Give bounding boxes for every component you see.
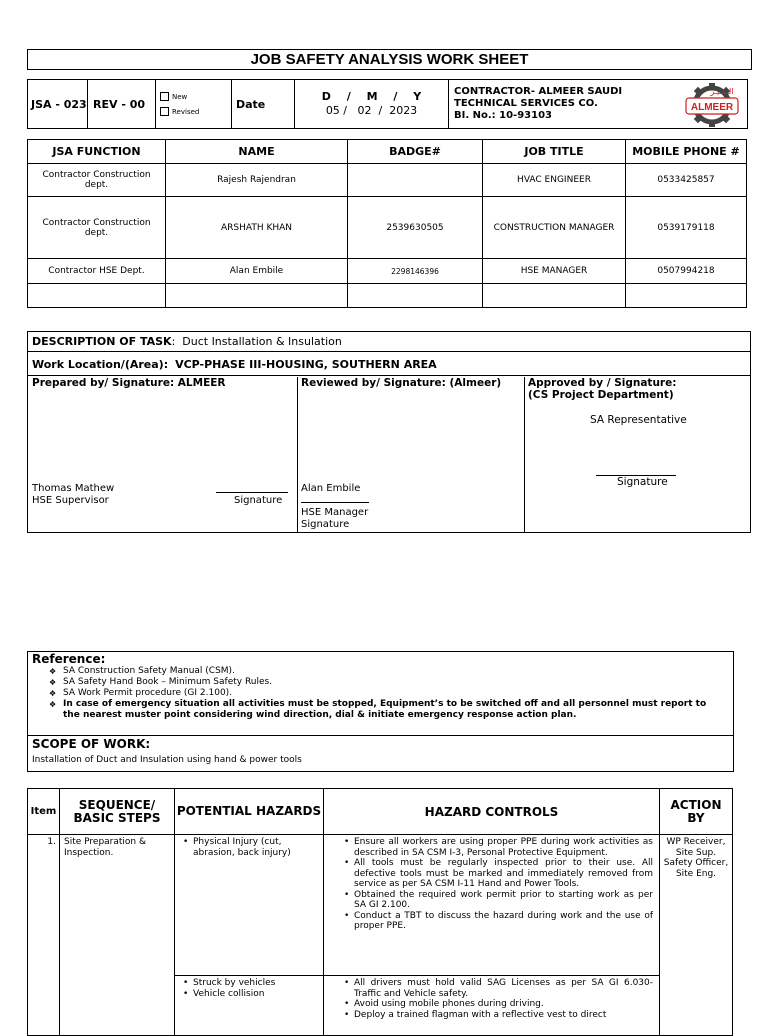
potential-hazards-cell bbox=[175, 835, 324, 976]
prepared-by-title: HSE Supervisor bbox=[32, 495, 109, 506]
reviewed-by-title: HSE Manager bbox=[301, 507, 369, 518]
table-row bbox=[28, 284, 747, 308]
list-item: • All tools must be regularly inspected prior to their use. All defective tools must be marked and immediately removed from service as per SA CSM I-11 Hand and Power Tools. bbox=[342, 858, 653, 890]
almeer-logo bbox=[678, 82, 746, 128]
status-options: New Revised bbox=[156, 80, 232, 129]
revision: REV - 00 bbox=[88, 80, 156, 129]
col-sequence: SEQUENCE/ BASIC STEPS bbox=[60, 789, 175, 835]
table-row bbox=[28, 164, 747, 197]
reference-title: Reference: bbox=[32, 652, 106, 666]
list-item: • Struck by vehicles bbox=[181, 978, 319, 989]
potential-hazards-cell bbox=[175, 976, 324, 1036]
reviewed-by-label: Reviewed by/ Signature: (Almeer) bbox=[301, 377, 502, 389]
table-row bbox=[28, 197, 747, 259]
basic-step: Site Preparation & Inspection. bbox=[60, 835, 175, 1036]
hazard-controls-cell bbox=[324, 835, 660, 976]
hazard-table bbox=[27, 788, 733, 1036]
approved-rep: SA Representative bbox=[590, 414, 687, 426]
list-item: ❖ SA Safety Hand Book – Minimum Safety Rules. bbox=[49, 677, 733, 688]
list-item: • Avoid using mobile phones during driving. bbox=[342, 999, 653, 1010]
cell-badge bbox=[348, 284, 483, 308]
cell-name: ARSHATH KHAN bbox=[166, 197, 348, 259]
reviewed-by-role bbox=[301, 507, 368, 531]
approved-by-label: Approved by / Signature: (CS Project Department) bbox=[528, 377, 677, 401]
cell-job-title bbox=[483, 284, 626, 308]
date-label: Date bbox=[232, 80, 295, 129]
date-value: 05 / 02 / 2023 bbox=[325, 104, 418, 117]
list-item: • Physical Injury (cut, abrasion, back injury) bbox=[181, 837, 319, 858]
list-item: • Ensure all workers are using proper PPE during work activities as described in SA CSM I-3, Personal Protective Equipment. bbox=[342, 837, 653, 858]
cell-job-title: HVAC ENGINEER bbox=[483, 164, 626, 197]
col-action-by: ACTION BY bbox=[660, 789, 733, 835]
list-item: • All drivers must hold valid SAG Licenses as per SA GI 6.030- Traffic and Vehicle safety. bbox=[342, 978, 653, 999]
col-jsa-function: JSA FUNCTION bbox=[28, 140, 166, 164]
revised-checkbox[interactable] bbox=[160, 107, 169, 116]
cell-badge: 2539630505 bbox=[348, 197, 483, 259]
cell-mobile: 0507994218 bbox=[626, 259, 747, 284]
scope-text: Installation of Duct and Insulation using hand & power tools bbox=[32, 755, 302, 765]
jsa-number: JSA - 023 bbox=[28, 80, 88, 129]
list-item: • Deploy a trained flagman with a reflective vest to direct bbox=[342, 1010, 653, 1021]
bi-number: BI. No.: 10-93103 bbox=[454, 110, 552, 121]
task-description-value: Duct Installation & Insulation bbox=[182, 335, 342, 348]
cell-name: Alan Embile bbox=[166, 259, 348, 284]
staff-header-row bbox=[28, 140, 747, 164]
col-mobile: MOBILE PHONE # bbox=[626, 140, 747, 164]
cell-name bbox=[166, 284, 348, 308]
contractor-name: CONTRACTOR- ALMEER SAUDI TECHNICAL SERVICES CO. bbox=[454, 86, 623, 109]
work-location-label: Work Location/(Area): bbox=[32, 358, 169, 371]
hazard-controls-cell bbox=[324, 976, 660, 1036]
task-description-block bbox=[27, 331, 751, 533]
col-potential-hazards: POTENTIAL HAZARDS bbox=[175, 789, 324, 835]
new-checkbox[interactable] bbox=[160, 92, 169, 101]
list-item: ❖ SA Work Permit procedure (GI 2.100). bbox=[49, 688, 733, 699]
list-item: • Conduct a TBT to discuss the hazard during work and the use of proper PPE. bbox=[342, 911, 653, 932]
cell-job-title: CONSTRUCTION MANAGER bbox=[483, 197, 626, 259]
reference-list bbox=[28, 666, 733, 721]
logo-text: ALMEER bbox=[690, 102, 734, 113]
reference-block bbox=[27, 651, 734, 772]
page-title: JOB SAFETY ANALYSIS WORK SHEET bbox=[27, 49, 752, 70]
work-location-value: VCP-PHASE III-HOUSING, SOUTHERN AREA bbox=[175, 358, 437, 371]
table-row bbox=[28, 259, 747, 284]
cell-badge bbox=[348, 164, 483, 197]
item-number: 1. bbox=[28, 835, 60, 1036]
cell-mobile: 0533425857 bbox=[626, 164, 747, 197]
date-cell bbox=[295, 80, 449, 129]
cell-function: Contractor Construction dept. bbox=[28, 197, 166, 259]
cell-name: Rajesh Rajendran bbox=[166, 164, 348, 197]
list-item: • Obtained the required work permit prior to starting work as per SA GI 2.100. bbox=[342, 890, 653, 911]
col-name: NAME bbox=[166, 140, 348, 164]
hazard-header-row bbox=[28, 789, 733, 835]
date-format: D / M / Y bbox=[321, 90, 422, 103]
col-item: Item bbox=[28, 789, 60, 835]
prepared-by-name: Thomas Mathew bbox=[32, 483, 115, 494]
prepared-signature-label: Signature bbox=[234, 495, 283, 506]
task-description-row: DESCRIPTION OF TASK: Duct Installation & Insulation bbox=[28, 332, 750, 352]
header-table bbox=[27, 79, 748, 129]
table-row bbox=[28, 835, 733, 976]
cell-function: Contractor HSE Dept. bbox=[28, 259, 166, 284]
cell-job-title: HSE MANAGER bbox=[483, 259, 626, 284]
work-location-row bbox=[28, 353, 750, 376]
col-hazard-controls: HAZARD CONTROLS bbox=[324, 789, 660, 835]
logo-arabic-text: الـمـيـر bbox=[710, 87, 734, 96]
approved-signature-label: Signature bbox=[617, 476, 668, 488]
action-by: WP Receiver, Site Sup. Safety Officer, Site Eng. bbox=[660, 835, 733, 1036]
list-item: • Vehicle collision bbox=[181, 989, 319, 1000]
cell-function bbox=[28, 284, 166, 308]
staff-table bbox=[27, 139, 747, 308]
col-badge: BADGE# bbox=[348, 140, 483, 164]
prepared-by-person bbox=[32, 483, 114, 507]
list-item: ❖ SA Construction Safety Manual (CSM). bbox=[49, 666, 733, 677]
reviewed-signature-label: Signature bbox=[301, 519, 350, 530]
cell-function: Contractor Construction dept. bbox=[28, 164, 166, 197]
prepared-by-label: Prepared by/ Signature: ALMEER bbox=[32, 377, 226, 389]
reviewed-by-name: Alan Embile bbox=[301, 483, 361, 494]
list-item-emergency: ❖ In case of emergency situation all activities must be stopped, Equipment’s to be switched off and all personnel must report to the nearest muster point considering wind direction, dial & initiate emergency response action plan. bbox=[49, 699, 733, 721]
cell-badge: 2298146396 bbox=[348, 259, 483, 284]
cell-mobile: 0539179118 bbox=[626, 197, 747, 259]
col-job-title: JOB TITLE bbox=[483, 140, 626, 164]
task-description-label: DESCRIPTION OF TASK bbox=[32, 335, 172, 348]
gear-logo-icon bbox=[678, 82, 746, 128]
cell-mobile bbox=[626, 284, 747, 308]
scope-title: SCOPE OF WORK: bbox=[32, 737, 151, 751]
